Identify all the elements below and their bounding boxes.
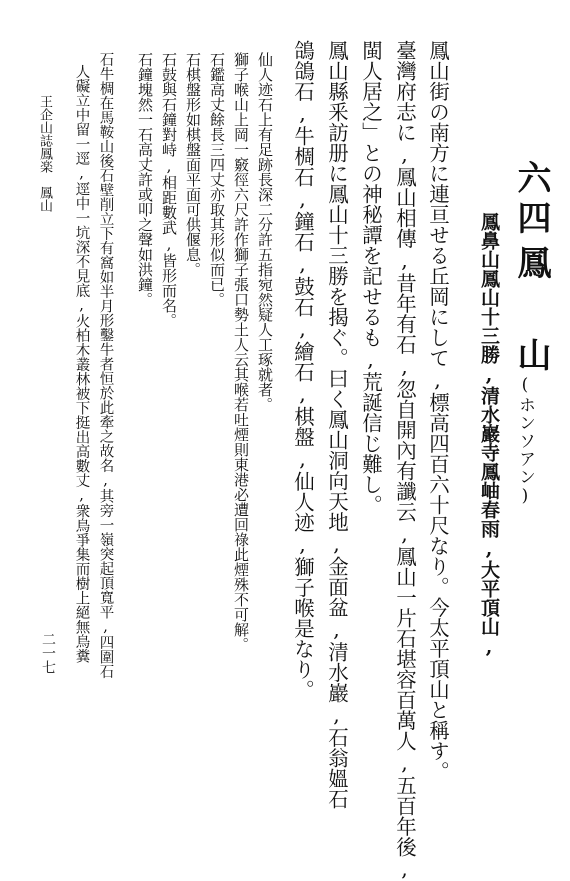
title-reading: (ホンソアン) [515,375,535,507]
body-line-1: 鳳山街の南方に連亘せる丘岡にして,標高四百六十尺なり。今太平頂山と稱す。 [425,40,450,782]
quote-line-4: 石棋盤形如棋盤面平面可供偃息。 [184,52,202,277]
body-line-5: 鴿鴿石,牛椆石,鐘石,鼓石,繪石,棋盤,仙人迹,獅子喉是なり。 [290,40,315,700]
quote-line-2: 獅子喉山上岡一竅徑六尺許作獅子張口勢土人云其喉若吐煙則東港必遭回祿此煙殊不可解。 [232,52,250,652]
section-title: 鳳 山 [511,245,551,383]
subtitle: 鳳鼻山鳳山十三勝,清水巖寺鳳岫春雨,大平頂山, [478,212,500,658]
body-line-4: 鳳山縣釆訪册に鳳山十三勝を揭ぐ。曰く鳳山洞向天地,金面盆,清水巖,石翁媼石 [324,40,349,809]
quote-line-7: 石牛椆在馬鞍山後石壁削立下有窩如半月形鑿牛者恒於此牽之故名,其旁一嶺突起頂寬平,四圍石 [97,52,114,679]
section-number: 六四 [511,160,551,240]
quote-line-3: 石鑑高丈餘長三四丈亦取其形似而已。 [208,52,226,307]
body-line-3: 閩人居之」との神秘譚を記せるも,荒誕信じ難し。 [358,40,383,515]
quote-line-1: 仙人迹石上有足跡長深二分許五指宛然疑人工琢就者。 [256,52,274,412]
signature: 王企山誌鳳楽 鳳山 [37,95,52,212]
quote-line-8: 人礙立中留一逕,逕中一坑深不見底,火柏木叢林被下挺出高數丈,衆鳥爭集而樹上絕無鳥糞 [73,64,90,663]
page-number: 二一七 [40,632,56,674]
quote-line-6: 石鐘塊然一石高丈許或叩之聲如洪鐘。 [136,52,154,307]
quote-line-5: 石鼓與石鐘對峙,相距數武,皆形而名。 [160,52,178,328]
body-line-2: 臺灣府志に,鳳山相傳,昔年有石,忽自開內有讖云,鳳山一片石堪容百萬人,五百年後, [392,40,417,881]
